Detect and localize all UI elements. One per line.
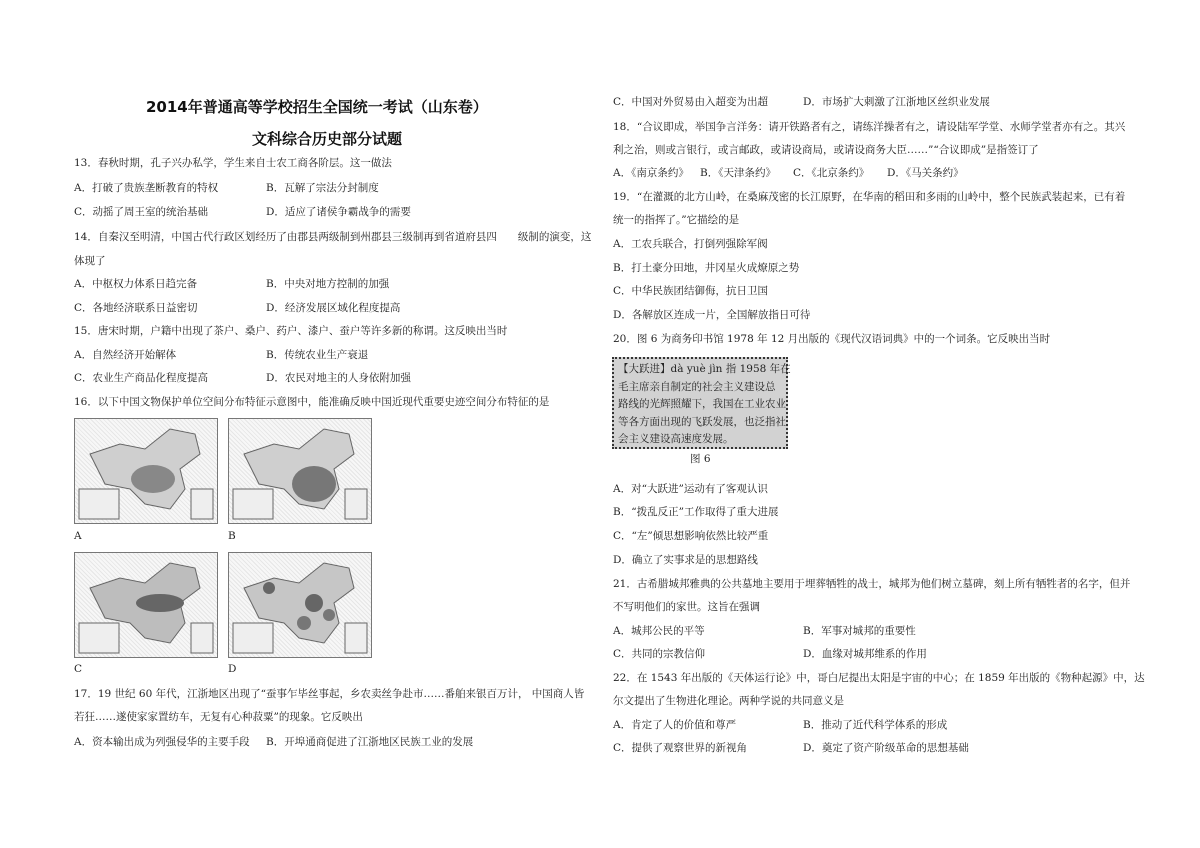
- option-d: D．血缘对城邦维系的作用: [803, 648, 927, 660]
- option-b: B．军事对城邦的重要性: [803, 625, 916, 637]
- map-image-a: [74, 418, 218, 524]
- option-c: C．动摇了周王室的统治基础: [74, 206, 209, 218]
- question-stem-cont: 统一的指挥了。”它描绘的是: [613, 214, 740, 226]
- map-label-b: B: [228, 530, 236, 542]
- option-b: B．“拨乱反正”工作取得了重大进展: [613, 506, 779, 518]
- option-a: A．对“大跃进”运动有了客观认识: [613, 483, 768, 495]
- entry-line: 路线的光辉照耀下，我国在工业农业: [618, 398, 786, 410]
- question-stem: 19．“在灌溉的北方山岭，在桑麻茂密的长江原野，在华南的稻田和多雨的山岭中，整个民族武装起来，已有着: [613, 191, 1126, 203]
- option-a: A．中枢权力体系日趋完备: [74, 278, 198, 290]
- option-a: A．资本输出成为列强侵华的主要手段: [74, 736, 250, 748]
- option-b: B．推动了近代科学体系的形成: [803, 719, 948, 731]
- option-b: B．瓦解了宗法分封制度: [266, 182, 379, 194]
- question-stem: 17．19 世纪 60 年代，江浙地区出现了“蚕事乍毕丝事起，乡农卖丝争赴市……番舶来银百万计， 中国商人皆: [74, 688, 585, 700]
- map-label-d: D: [228, 663, 237, 675]
- option-d: D．《马关条约》: [887, 167, 964, 179]
- question-stem: 22．在 1543 年出版的《天体运行论》中，哥白尼提出太阳是宇宙的中心；在 1859 年出版的《物种起源》中，达: [613, 672, 1145, 684]
- question-stem-cont: 尔文提出了生物进化理论。两种学说的共同意义是: [613, 695, 844, 707]
- option-c: C．各地经济联系日益密切: [74, 302, 198, 314]
- option-d: D．各解放区连成一片，全国解放指日可待: [613, 309, 811, 321]
- question-stem: 16．以下中国文物保护单位空间分布特征示意图中，能准确反映中国近现代重要史迹空间分布特征的是: [74, 396, 550, 408]
- map-image-c: [74, 552, 218, 658]
- question-stem-cont: 若狂……遂使家家置纺车，无复有心种菽粟”的现象。它反映出: [74, 711, 363, 723]
- option-b: B．传统农业生产衰退: [266, 349, 369, 361]
- option-a: A．肯定了人的价值和尊严: [613, 719, 737, 731]
- question-stem: 20．图 6 为商务印书馆 1978 年 12 月出版的《现代汉语词典》中的一个词条。它反映出当时: [613, 333, 1051, 345]
- option-c: C．《北京条约》: [793, 167, 870, 179]
- option-d: D．适应了诸侯争霸战争的需要: [266, 206, 411, 218]
- entry-line: 会主义建设高速度发展。: [618, 433, 734, 445]
- option-a: A．城邦公民的平等: [613, 625, 705, 637]
- question-stem: 14．自秦汉至明清，中国古代行政区划经历了由郡县两级制到州郡县三级制再到省道府县四 级制的演变，这: [74, 231, 592, 243]
- question-stem: 18．“合议即成，举国争言洋务：请开铁路者有之，请练洋操者有之，请设陆军学堂、水师学堂者亦有之。其兴: [613, 121, 1126, 133]
- option-d: D．奠定了资产阶级革命的思想基础: [803, 742, 969, 754]
- question-stem-cont: 不写明他们的家世。这旨在强调: [613, 601, 760, 613]
- question-stem: 13．春秋时期，孔子兴办私学，学生来自士农工商各阶层。这一做法: [74, 157, 392, 169]
- figure-caption: 图 6: [690, 453, 711, 465]
- option-b: B．开埠通商促进了江浙地区民族工业的发展: [266, 736, 474, 748]
- option-c: C．中华民族团结御侮，抗日卫国: [613, 285, 769, 297]
- option-b: B．《天津条约》: [700, 167, 776, 179]
- map-label-a: A: [74, 530, 82, 542]
- option-d: D．农民对地主的人身依附加强: [266, 372, 411, 384]
- option-a: A．《南京条约》: [613, 167, 689, 179]
- map-image-b: [228, 418, 372, 524]
- entry-line: 等各方面出现的飞跃发展，也泛指社: [618, 415, 786, 428]
- map-label-c: C: [74, 663, 83, 675]
- option-d: D．市场扩大刺激了江浙地区丝织业发展: [803, 96, 990, 108]
- option-a: A．打破了贵族垄断教育的特权: [74, 182, 219, 194]
- option-d: D．确立了实事求是的思想路线: [613, 554, 758, 566]
- exam-subtitle: 文科综合历史部分试题: [252, 130, 403, 148]
- option-a: A．工农兵联合，打倒列强除军阀: [613, 238, 768, 250]
- option-b: B．打土豪分田地，井冈星火成燎原之势: [613, 262, 800, 274]
- exam-title: 2014年普通高等学校招生全国统一考试（山东卷）: [146, 98, 488, 116]
- question-stem: 21．古希腊城邦雅典的公共墓地主要用于埋葬牺牲的战士，城邦为他们树立墓碑，刻上所有牺牲者的名字，但并: [613, 578, 1131, 590]
- option-c: C．“左”倾思想影响依然比较严重: [613, 530, 769, 542]
- option-c: C．中国对外贸易由入超变为出超: [613, 96, 769, 108]
- question-stem-cont: 体现了: [74, 255, 106, 267]
- question-stem: 15．唐宋时期，户籍中出现了茶户、桑户、药户、漆户、蚕户等许多新的称谓。这反映出当时: [74, 325, 508, 337]
- map-image-d: [228, 552, 372, 658]
- option-a: A．自然经济开始解体: [74, 349, 177, 361]
- entry-line: 【大跃进】dà yuè jìn 指 1958 年在: [618, 363, 791, 375]
- option-b: B．中央对地方控制的加强: [266, 278, 390, 290]
- option-d: D．经济发展区域化程度提高: [266, 302, 401, 314]
- option-c: C．共同的宗教信仰: [613, 648, 706, 660]
- option-c: C．提供了观察世界的新视角: [613, 742, 748, 754]
- dictionary-entry-figure: [612, 357, 791, 449]
- option-c: C．农业生产商品化程度提高: [74, 372, 209, 384]
- entry-line: 毛主席亲自制定的社会主义建设总: [618, 380, 776, 393]
- question-stem-cont: 利之治，则或言银行，或言邮政，或请设商局，或请设商务大臣……”“合议即成”是指签订了: [613, 144, 1039, 156]
